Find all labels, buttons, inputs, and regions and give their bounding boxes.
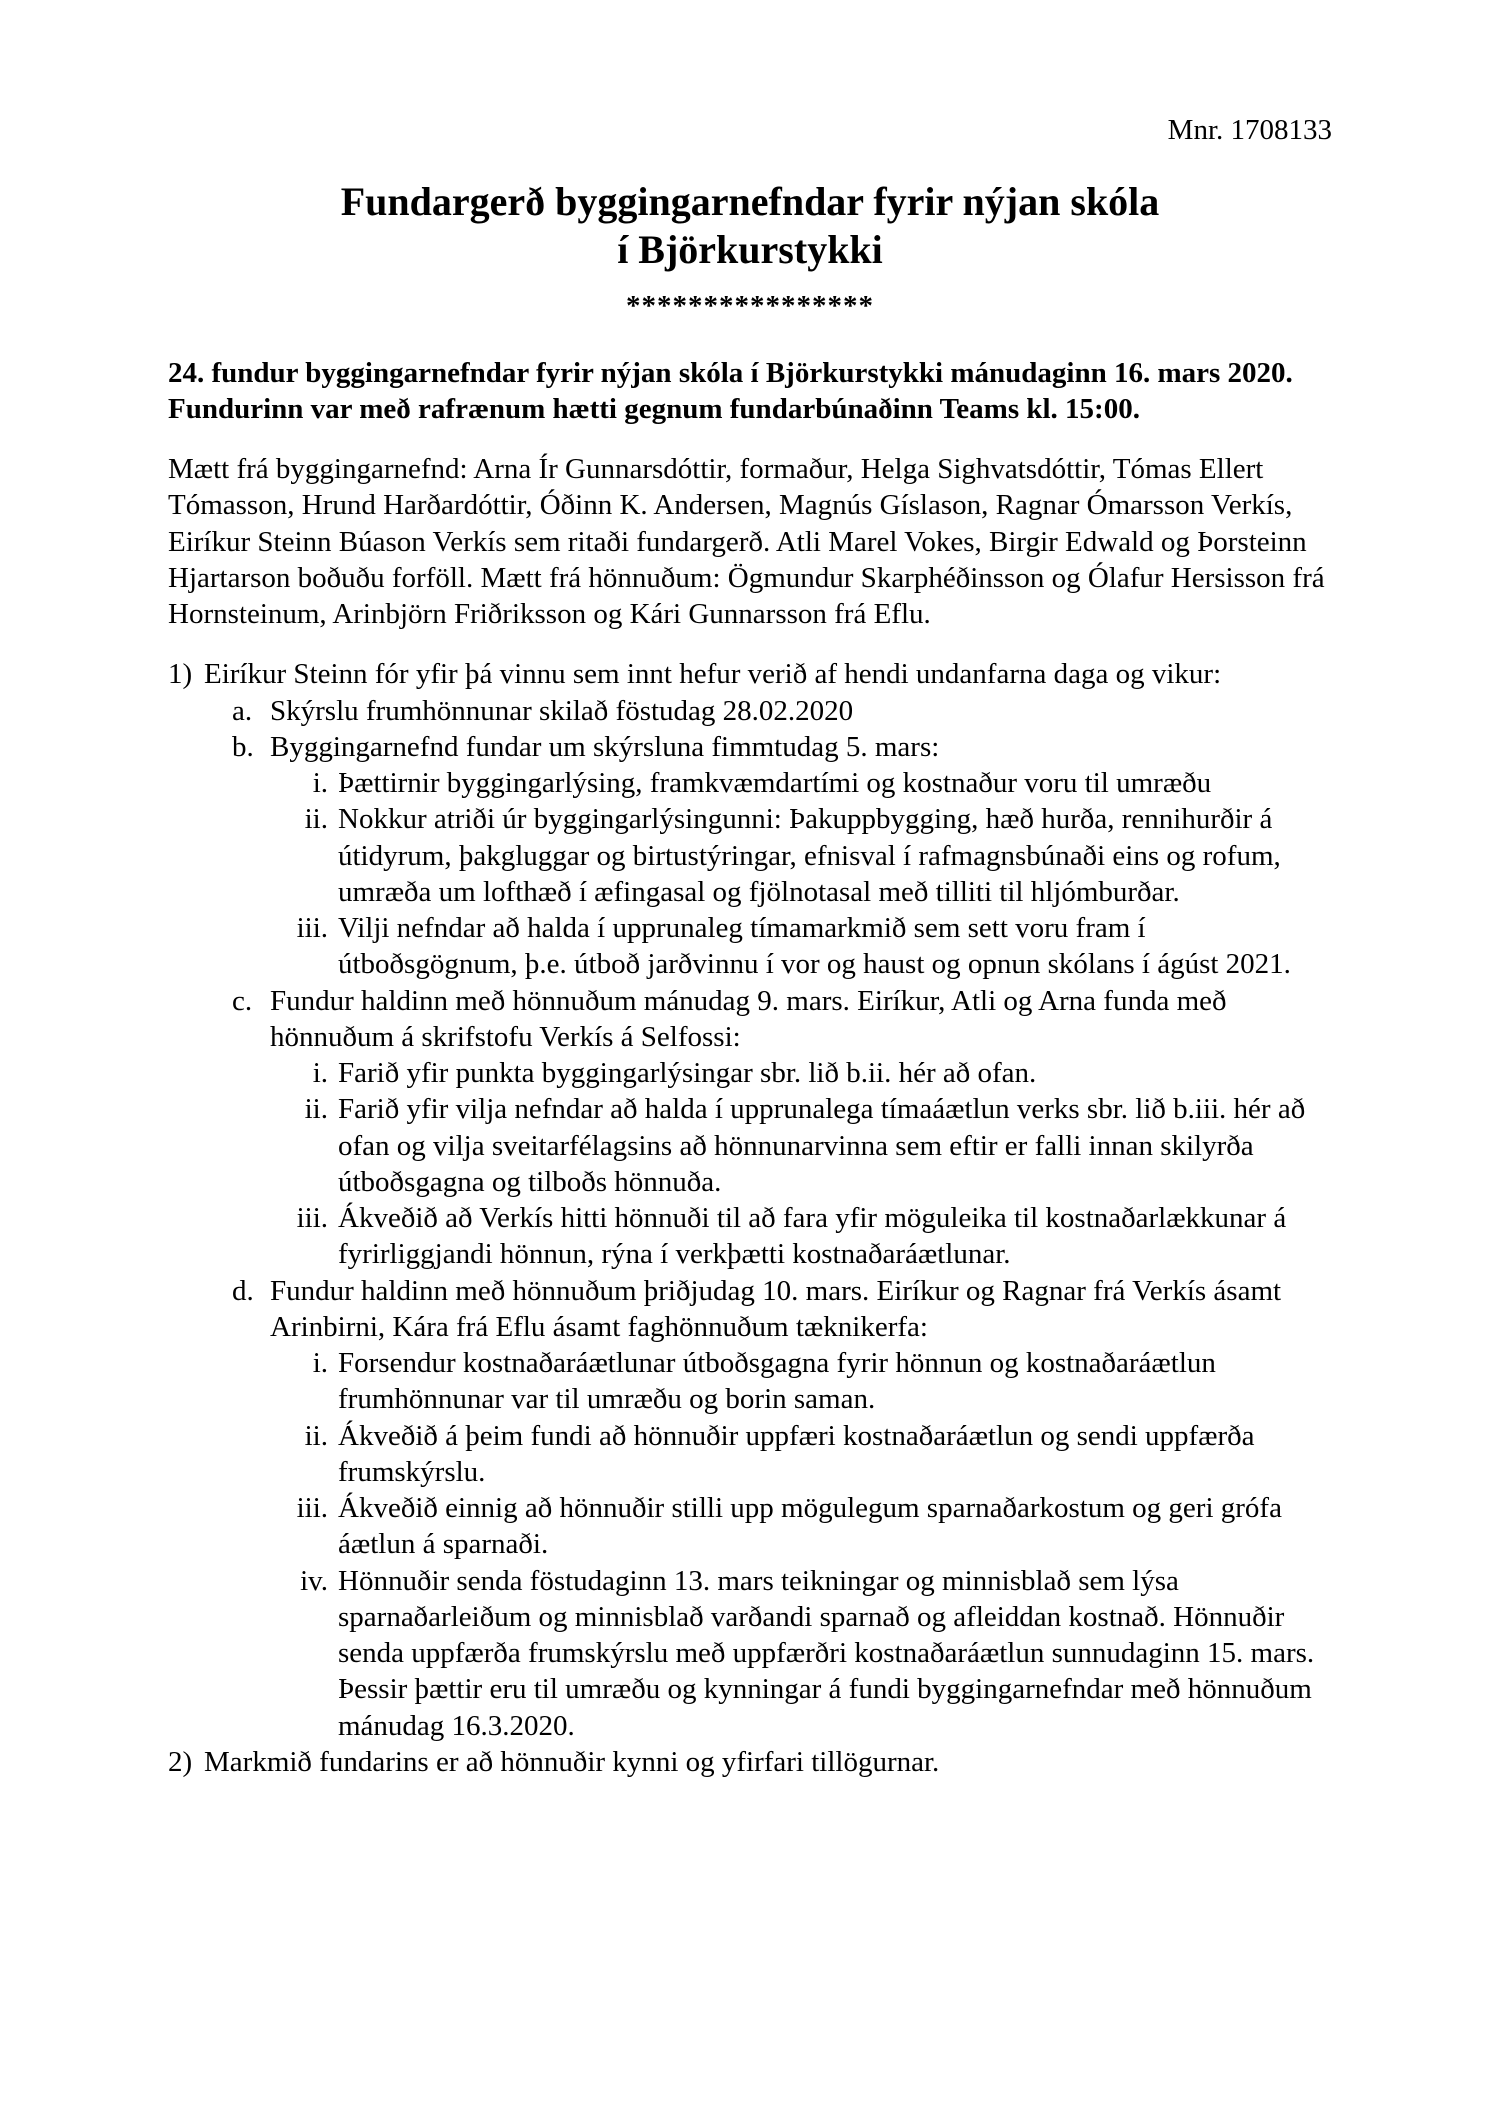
- asterisk-separator: ****************: [626, 290, 874, 323]
- attendance-paragraph: Mætt frá byggingarnefnd: Arna Ír Gunnarsdóttir, formaður, Helga Sighvatsdóttir, Tómas Ellert Tómasson, Hrund Harðardóttir, Óðinn K. Andersen, Magnús Gíslason, Ragnar Ómarsson Verkís, Eiríkur Steinn Búason Verkís sem ritaði fundargerð. Atli Marel Vokes, Birgir Edwald og Þorsteinn Hjartarson boðuðu forföll. Mætt frá hönnuðum: Ögmundur Skarphéðinsson og Ólafur Hersisson frá Hornsteinum, Arinbjörn Friðriksson og Kári Gunnarsson frá Eflu.: [168, 453, 1325, 630]
- list-item-text: Farið yfir punkta byggingarlýsingar sbr. lið b.ii. hér að ofan.: [338, 1057, 1037, 1089]
- list-item-text: Hönnuðir senda föstudaginn 13. mars teikningar og minnisblað sem lýsa sparnaðarleiðum og minnisblað varðandi sparnað og afleiddan kostnað. Hönnuðir senda uppfærða frumskýrslu með uppfærðri kostnaðaráætlun sunnudaginn 15. mars. Þessir þættir eru til umræðu og kynningar á fundi byggingarnefndar með hönnuðum mánudag 16.3.2020.: [338, 1564, 1315, 1742]
- list-item-text: Forsendur kostnaðaráætlunar útboðsgagna fyrir hönnun og kostnaðaráætlun frumhönnunar var til umræðu og borin saman.: [338, 1347, 1216, 1416]
- list-item-text: Ákveðið að Verkís hitti hönnuði til að fara yfir möguleika til kostnaðarlækkunar á fyrirliggjandi hönnun, rýna í verkþætti kostnaðaráætlunar.: [338, 1202, 1287, 1271]
- list-item: [294, 1563, 1332, 1744]
- list-marker: a.: [232, 694, 253, 727]
- list-item: [294, 910, 1332, 983]
- list-marker: iv.: [300, 1564, 328, 1597]
- list-item: [232, 729, 1332, 765]
- list-item-text: Ákveðið einnig að hönnuðir stilli upp mögulegum sparnaðarkostum og geri grófa áætlun á sparnaði.: [338, 1492, 1282, 1561]
- document-title-line2: í Björkurstykki: [617, 227, 883, 273]
- list-marker: ii.: [304, 1419, 328, 1452]
- list-marker: d.: [232, 1274, 254, 1307]
- list-marker: c.: [232, 984, 253, 1017]
- list-marker: i.: [312, 767, 328, 799]
- list-marker: ii.: [304, 803, 328, 836]
- reference-number: Mnr. 1708133: [1167, 114, 1332, 146]
- list-item-text: Markmið fundarins er að hönnuðir kynni og yfirfari tillögurnar.: [204, 1745, 940, 1778]
- list-item: [294, 1418, 1332, 1491]
- list-item: [294, 1345, 1332, 1418]
- list-item: [168, 656, 1332, 692]
- list-item: [294, 1490, 1332, 1563]
- list-marker: iii.: [296, 912, 328, 944]
- list-item-text: Ákveðið á þeim fundi að hönnuðir uppfæri kostnaðaráætlun og sendi uppfærða frumskýrslu.: [338, 1419, 1255, 1488]
- list-item-text: Skýrslu frumhönnunar skilað föstudag 28.02.2020: [270, 694, 854, 727]
- list-item: [294, 1055, 1332, 1091]
- list-item: [232, 693, 1332, 729]
- list-item: [294, 1200, 1332, 1273]
- list-marker: 1): [168, 658, 193, 691]
- list-item: [232, 1273, 1332, 1346]
- list-item-text: Eiríkur Steinn fór yfir þá vinnu sem innt hefur verið af hendi undanfarna daga og vikur:: [204, 658, 1222, 691]
- list-item-text: Nokkur atriði úr byggingarlýsingunni: Þakuppbygging, hæð hurða, rennihurðir á útidyrum, þakgluggar og birtustýringar, efnisval í rafmagnsbúnaði eins og rofum, umræða um lofthæð í æfingasal og fjölnotasal með tilliti til hljómburðar.: [338, 803, 1281, 908]
- list-item: [294, 801, 1332, 910]
- list-marker: b.: [232, 730, 254, 763]
- numbered-list: [168, 656, 1332, 1780]
- list-item: [294, 1091, 1332, 1200]
- list-item-text: Þættirnir byggingarlýsing, framkvæmdartími og kostnaður voru til umræðu: [338, 767, 1212, 799]
- list-marker: ii.: [304, 1093, 328, 1126]
- list-item-text: Farið yfir vilja nefndar að halda í upprunalega tímaáætlun verks sbr. lið b.iii. hér að ofan og vilja sveitarfélagsins að hönnunarvinna sem eftir er falli innan skilyrða útboðsgagna og tilboðs hönnuða.: [338, 1093, 1306, 1198]
- list-item-text: Fundur haldinn með hönnuðum mánudag 9. mars. Eiríkur, Atli og Arna funda með hönnuðum á skrifstofu Verkís á Selfossi:: [270, 984, 1227, 1053]
- list-item: [232, 983, 1332, 1056]
- list-item-text: Fundur haldinn með hönnuðum þriðjudag 10. mars. Eiríkur og Ragnar frá Verkís ásamt Arinbirni, Kára frá Eflu ásamt faghönnuðum tæknikerfa:: [270, 1274, 1282, 1343]
- list-item: [168, 1744, 1332, 1780]
- list-item-text: Vilji nefndar að halda í upprunaleg tímamarkmið sem sett voru fram í útboðsgögnum, þ.e. útboð jarðvinnu í vor og haust og opnun skólans í ágúst 2021.: [338, 912, 1291, 981]
- list-marker: 2): [168, 1745, 193, 1778]
- document-title-line1: Fundargerð byggingarnefndar fyrir nýjan skóla: [340, 179, 1160, 225]
- list-marker: iii.: [296, 1202, 328, 1234]
- list-marker: iii.: [296, 1492, 328, 1524]
- list-marker: i.: [312, 1347, 328, 1379]
- list-item-text: Byggingarnefnd fundar um skýrsluna fimmtudag 5. mars:: [270, 730, 940, 763]
- document-title: [168, 178, 1332, 274]
- list-item: [294, 765, 1332, 801]
- list-marker: i.: [312, 1057, 328, 1089]
- meeting-intro-paragraph: 24. fundur byggingarnefndar fyrir nýjan skóla í Björkurstykki mánudaginn 16. mars 2020. Fundurinn var með rafrænum hætti gegnum fundarbúnaðinn Teams kl. 15:00.: [168, 356, 1293, 425]
